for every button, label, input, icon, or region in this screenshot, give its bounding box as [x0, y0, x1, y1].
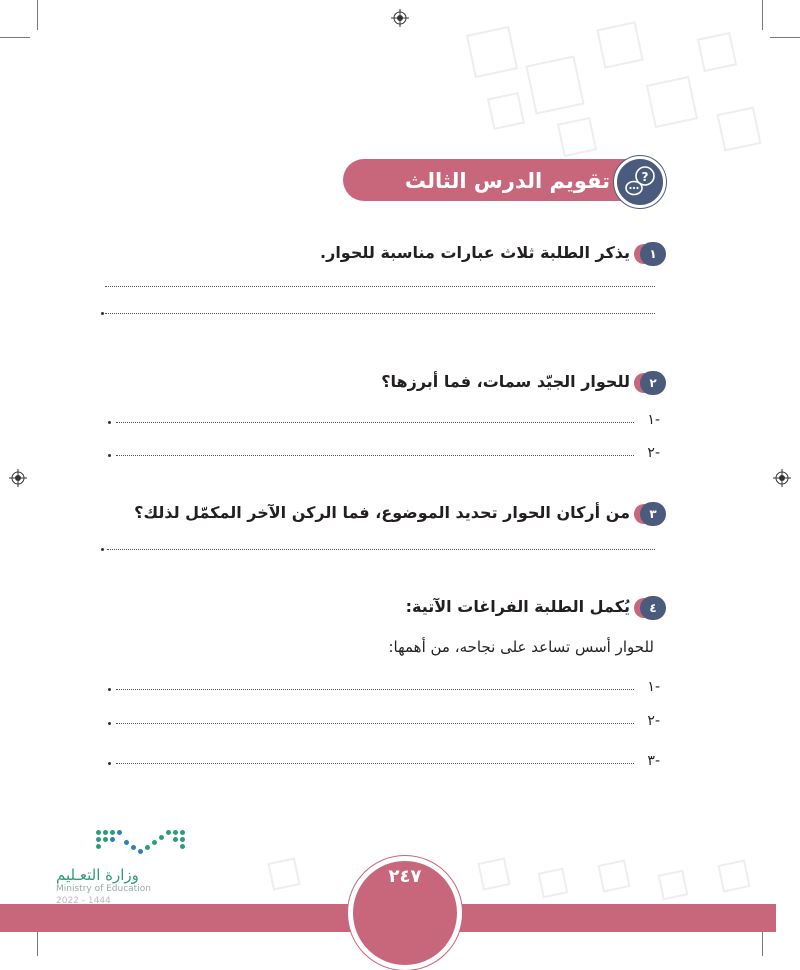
registration-mark-icon — [773, 469, 791, 487]
ministry-name-english: Ministry of Education — [56, 884, 151, 894]
edition-year: 2022 - 1444 — [56, 896, 111, 906]
decorative-square — [538, 868, 569, 899]
decorative-square — [466, 26, 518, 78]
line-end-dot — [101, 312, 104, 315]
decorative-square — [646, 76, 698, 128]
line-end-dot — [101, 548, 104, 551]
decorative-square — [267, 857, 300, 890]
crop-mark — [762, 0, 763, 30]
line-end-dot — [108, 762, 111, 765]
decorative-square — [477, 857, 510, 890]
answer-line[interactable] — [116, 763, 634, 764]
crop-mark — [37, 0, 38, 30]
item-number: -٣ — [647, 753, 660, 769]
answer-line[interactable] — [105, 313, 655, 314]
answer-line[interactable] — [116, 723, 634, 724]
question-text: يُكمل الطلبة الفراغات الآتية: — [405, 597, 630, 616]
item-number: -١ — [647, 412, 660, 428]
decorative-square — [717, 859, 750, 892]
line-end-dot — [108, 722, 111, 725]
line-end-dot — [108, 688, 111, 691]
question-number-badge: ٤ — [640, 596, 666, 620]
page-number: ٢٤٧ — [388, 866, 422, 887]
answer-line[interactable] — [116, 689, 634, 690]
question-number-badge: ٣ — [640, 502, 666, 526]
line-end-dot — [108, 421, 111, 424]
item-number: -١ — [647, 679, 660, 695]
question-text: من أركان الحوار تحديد الموضوع، فما الركن الآخر المكمّل لذلك؟ — [134, 503, 630, 522]
item-number: -٢ — [647, 713, 660, 729]
question-discussion-icon — [620, 162, 660, 202]
page-title: تقويم الدرس الثالث والثلاثين — [404, 169, 610, 231]
decorative-square — [596, 21, 643, 68]
question-intro: للحوار أسس تساعد على نجاحه، من أهمها: — [388, 638, 654, 656]
crop-mark — [770, 37, 800, 38]
title-icon-badge — [614, 156, 666, 208]
line-end-dot — [108, 454, 111, 457]
registration-mark-icon — [9, 469, 27, 487]
question-text: للحوار الجيّد سمات، فما أبرزها؟ — [381, 372, 630, 391]
registration-mark-icon — [391, 9, 409, 27]
answer-line[interactable] — [116, 422, 634, 423]
decorative-square — [557, 117, 597, 157]
decorative-square — [658, 870, 689, 901]
decorative-square — [487, 92, 525, 130]
decorative-square — [716, 106, 761, 151]
question-number-badge: ١ — [640, 242, 666, 266]
answer-line[interactable] — [116, 455, 634, 456]
question-number-badge: ٢ — [640, 371, 666, 395]
decorative-square — [697, 32, 737, 72]
item-number: -٢ — [647, 445, 660, 461]
answer-line[interactable] — [107, 549, 655, 550]
answer-line[interactable] — [105, 286, 655, 287]
ministry-name-arabic: وزارة التعـليم — [56, 866, 139, 884]
question-text: يذكر الطلبة ثلاث عبارات مناسبة للحوار. — [320, 243, 630, 262]
decorative-square — [597, 859, 630, 892]
decorative-square — [525, 55, 584, 114]
svg-text:?: ? — [641, 170, 649, 184]
crop-mark — [0, 37, 30, 38]
